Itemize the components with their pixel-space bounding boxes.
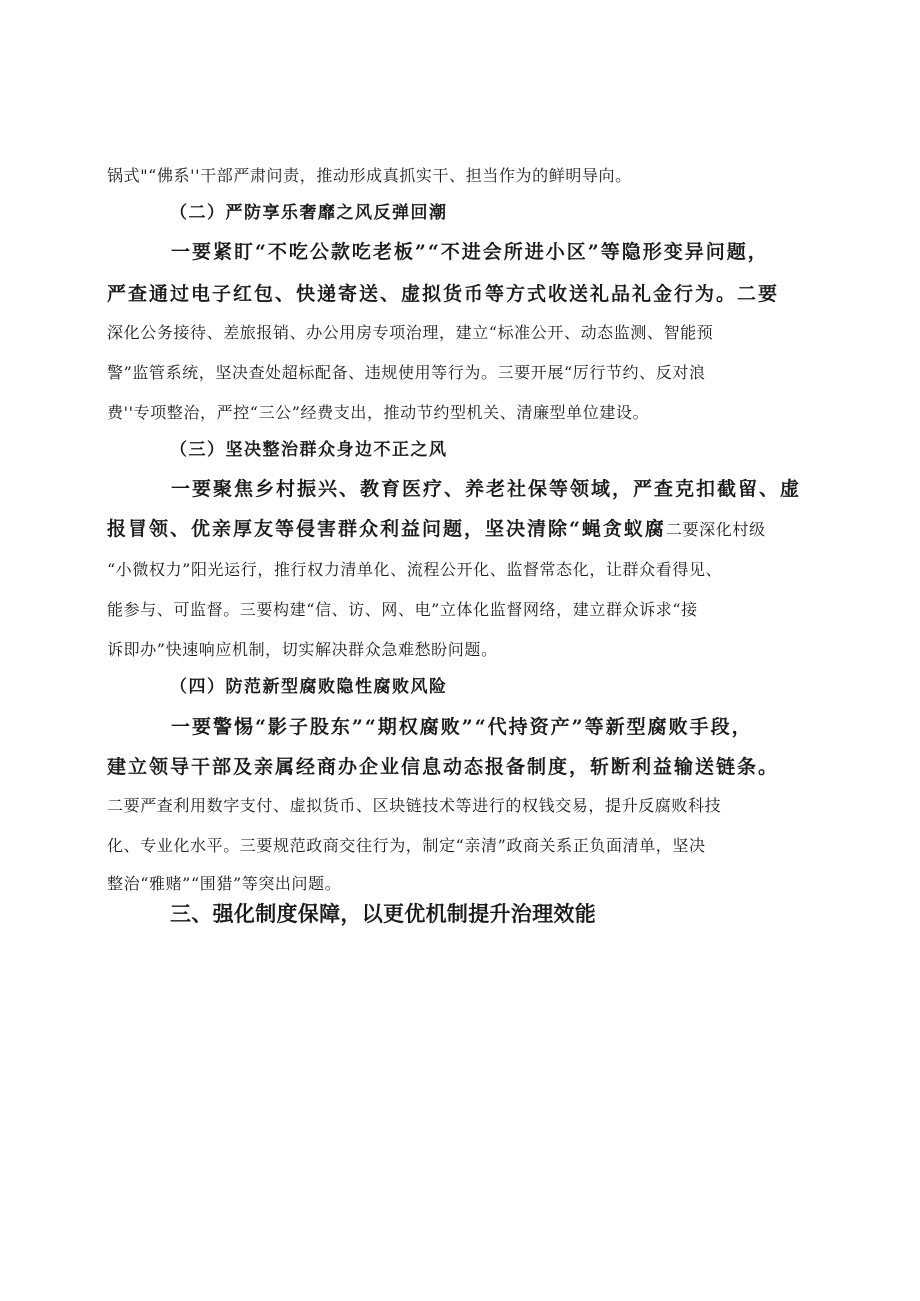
section-title-4: （四）防范新型腐败隐性腐败风险	[170, 677, 448, 697]
paragraph-line: 一要警惕“影子股东”“期权腐败”“代持资产”等新型腐败手段，	[171, 716, 753, 738]
paragraph-line: 能参与、可监督。三要构建“信、访、网、电”立体化监督网络，建立群众诉求“接	[107, 600, 698, 619]
paragraph-line: 一要聚焦乡村振兴、教育医疗、养老社保等领域，严查克扣截留、虚	[171, 478, 802, 500]
section-title-2: （二）严防享乐奢靡之风反弹回潮	[170, 203, 448, 223]
paragraph-line: “小微权力”阳光运行，推行权力清单化、流程公开化、监督常态化，让群众看得见、	[107, 560, 723, 579]
paragraph-line-part: 报冒领、优亲厚友等侵害群众利益问题，坚决清除“蝇贪蚁腐	[107, 518, 666, 540]
paragraph-line: 严查通过电子红包、快递寄送、虚拟货币等方式收送礼品礼金行为。二要	[107, 283, 780, 305]
paragraph-line: 警”监管系统，坚决查处超标配备、违规使用等行为。三要开展“厉行节约、反对浪	[107, 363, 706, 382]
paragraph-line: 整治“雅赌”“围猎”等突出问题。	[107, 874, 342, 893]
paragraph-line: 一要紧盯“不吃公款吃老板”“不进会所进小区”等隐形变异问题，	[171, 241, 769, 263]
paragraph-line-part: 二要深化村级	[665, 520, 766, 539]
paragraph-line: 建立领导干部及亲属经商办企业信息动态报备制度，斩断利益输送链条。	[107, 756, 780, 778]
paragraph-line: 锅式"“佛系''干部严肃问责，推动形成真抓实干、担当作为的鲜明导向。	[107, 166, 632, 185]
paragraph-line: 诉即办”快速响应机制，切实解决群众急难愁盼问题。	[107, 640, 498, 659]
chapter-heading: 三、强化制度保障，以更优机制提升治理效能	[170, 902, 596, 926]
section-title-3: （三）坚决整治群众身边不正之风	[170, 440, 448, 460]
paragraph-line: 化、专业化水平。三要规范政商交往行为，制定“亲清”政商关系正负面清单，坚决	[107, 836, 706, 855]
paragraph-line	[107, 520, 766, 539]
paragraph-line: 深化公务接待、差旅报销、办公用房专项治理，建立“标准公开、动态监测、智能预	[107, 323, 714, 342]
paragraph-line: 费''专项整治，严控“三公”经费支出，推动节约型机关、清廉型单位建设。	[107, 403, 650, 422]
paragraph-line: 二要严查利用数字支付、虚拟货币、区块链技术等进行的权钱交易，提升反腐败科技	[107, 796, 722, 815]
